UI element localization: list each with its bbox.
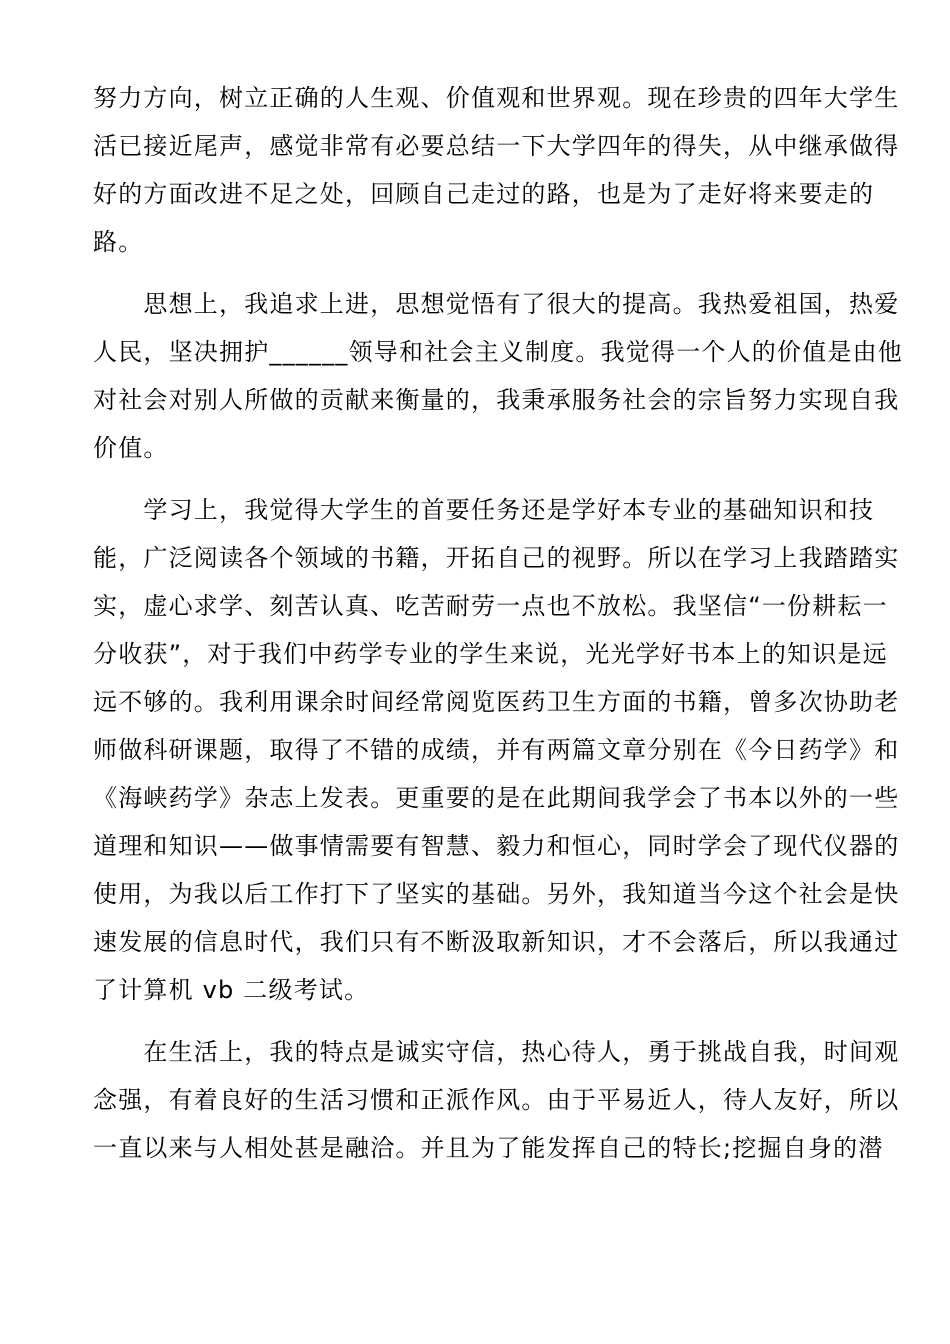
text-line: 速发展的信息时代，我们只有不断汲取新知识，才不会落后，所以我通过 <box>93 928 900 956</box>
text-line: 好的方面改进不足之处，回顾自己走过的路，也是为了走好将来要走的 <box>93 180 875 208</box>
text-line: 分收获”，对于我们中药学专业的学生来说，光光学好书本上的知识是远 <box>93 640 888 668</box>
paragraph-ideology <box>93 280 903 472</box>
text-line: 使用，为我以后工作打下了坚实的基础。另外，我知道当今这个社会是快 <box>93 880 900 908</box>
text-line: 学习上，我觉得大学生的首要任务还是学好本专业的基础知识和技 <box>93 496 875 524</box>
text-line: 了计算机 vb 二级考试。 <box>93 976 370 1004</box>
paragraph-gap <box>93 1014 863 1028</box>
text-line: 在生活上，我的特点是诚实守信，热心待人，勇于挑战自我，时间观 <box>93 1038 900 1066</box>
body-text <box>93 74 903 1172</box>
text-line: 思想上，我追求上进，思想觉悟有了很大的提高。我热爱祖国，热爱 <box>93 290 900 318</box>
paragraph-study <box>93 486 900 1014</box>
text-line: 能，广泛阅读各个领域的书籍，开拓自己的视野。所以在学习上我踏踏实 <box>93 544 900 572</box>
text-line: 人民，坚决拥护______领导和社会主义制度。我觉得一个人的价值是由他 <box>93 338 903 366</box>
text-line: 师做科研课题，取得了不错的成绩，并有两篇文章分别在《今日药学》和 <box>93 736 900 764</box>
text-line: 实，虚心求学、刻苦认真、吃苦耐劳一点也不放松。我坚信“一份耕耘一 <box>93 592 888 620</box>
text-line: 价值。 <box>93 434 169 462</box>
paragraph-gap <box>93 266 863 280</box>
text-line: 活已接近尾声，感觉非常有必要总结一下大学四年的得失，从中继承做得 <box>93 132 900 160</box>
text-line: 对社会对别人所做的贡献来衡量的，我秉承服务社会的宗旨努力实现自我 <box>93 386 900 414</box>
text-line: 努力方向，树立正确的人生观、价值观和世界观。现在珍贵的四年大学生 <box>93 84 900 112</box>
paragraph-gap <box>93 472 863 486</box>
text-line: 一直以来与人相处甚是融洽。并且为了能发挥自己的特长;挖掘自身的潜 <box>93 1134 884 1162</box>
text-line: 道理和知识——做事情需要有智慧、毅力和恒心，同时学会了现代仪器的 <box>93 832 900 860</box>
text-line: 远不够的。我利用课余时间经常阅览医药卫生方面的书籍，曾多次协助老 <box>93 688 900 716</box>
paragraph-life <box>93 1028 900 1172</box>
paragraph-intro-continued <box>93 74 900 266</box>
text-line: 《海峡药学》杂志上发表。更重要的是在此期间我学会了书本以外的一些 <box>93 784 900 812</box>
text-line: 念强，有着良好的生活习惯和正派作风。由于平易近人，待人友好，所以 <box>93 1086 900 1114</box>
text-line: 路。 <box>93 228 144 256</box>
